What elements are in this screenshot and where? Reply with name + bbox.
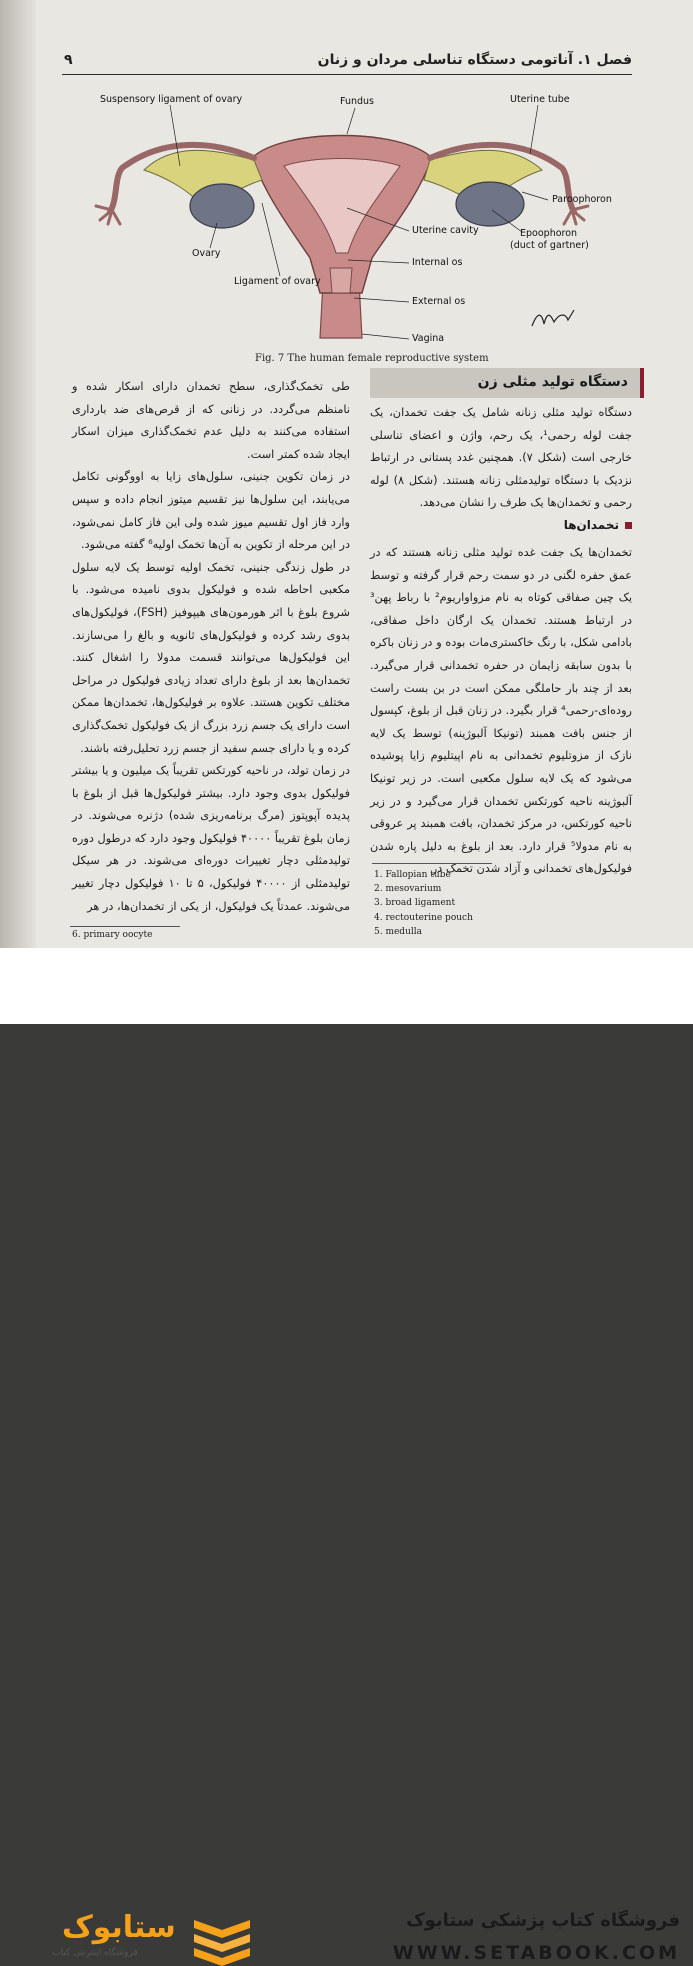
footnote-rule-right xyxy=(372,863,492,864)
footnote-3: 3. broad ligament xyxy=(374,898,456,909)
label-ovary: Ovary xyxy=(192,248,221,259)
figure-caption: Fig. 7 The human female reproductive system xyxy=(255,353,489,364)
intro-paragraph: دستگاه تولید مثلی زنانه شامل یک جفت تخمدان، یک جفت لوله رحمی¹، یک رحم، واژن و اعضای تناسلی خارجی است (شکل ۷). همچنین غدد پستانی در ارتباط نزدیک با دستگاه تولیدمثلی زنانه هستند. (شکل ۸) لوله رحمی و تخمدان‌ها یک طرف را نشان می‌دهد. xyxy=(370,406,632,510)
signature-mark xyxy=(532,310,574,326)
store-banner xyxy=(0,948,693,1964)
logo-subtitle: فروشگاه اینترنتی کتاب xyxy=(52,1948,138,1958)
label-ligament-of-ovary: Ligament of ovary xyxy=(234,276,321,287)
label-uterine-cavity: Uterine cavity xyxy=(412,225,479,236)
footnote-4: 4. rectouterine pouch xyxy=(374,912,473,923)
left-paragraph-4: در زمان تولد، در ناحیه کورتکس تقریباً یک میلیون و یا بیشتر فولیکول بدوی وجود دارد. بیشتر فولیکول‌ها قبل از بلوغ با پدیده آپوپتوز (مرگ برنامه‌ریزی شده) دژنره می‌شوند. در زمان بلوغ تقریباً ۴۰۰۰۰ فولیکول وجود دارد که درطول دوره تولیدمثلی دچار تغییرات دوره‌ای می‌شوند. در هر سیکل تولیدمثلی از ۴۰۰۰۰ فولیکول، ۵ تا ۱۰ فولیکول دچار تغییر می‌شوند. عمدتاً یک فولیکول، از یکی از تخمدان‌ها، در هر xyxy=(72,764,351,913)
label-paroophoron: Paroophoron xyxy=(552,194,612,205)
right-column xyxy=(370,402,632,515)
footnote-5: 5. medulla xyxy=(374,926,422,937)
section-heading xyxy=(370,368,644,398)
book-stack-icon xyxy=(190,1912,254,1966)
page-gutter-shadow xyxy=(0,0,36,948)
left-paragraph-3: در طول زندگی جنینی، تخمک اولیه توسط یک لایه سلول مکعبی احاطه شده و فولیکول بدوی نامیده می‌شود. با شروع بلوغ با اثر هورمون‌های هیپوفیز (FSH)، فولیکول‌های بدوی رشد کرده و فولیکول‌های ثانویه و بالغ را می‌سازند. این فولیکول‌ها می‌توانند قسمت مدولا را اشغال کنند. تخمدان‌ها بعد از بلوغ دارای تعداد زیادی فولیکول در مراحل مختلف تکوین هستند. علاوه بر فولیکول‌ها، تخمدان‌ها ممکن است دارای یک جسم زرد بزرگ از یک فولیکول تخمک‌گذاری کرده و یا دارای جسم سفید از جسم زرد تحلیل‌رفته باشند. xyxy=(72,560,350,755)
book-page xyxy=(0,0,693,948)
logo-word: ستابوک xyxy=(62,1910,176,1945)
footnote-2: 2. mesovarium xyxy=(374,884,442,895)
label-internal-os: Internal os xyxy=(412,257,463,268)
section-title: دستگاه تولید مثلی زن xyxy=(477,374,628,390)
label-vagina: Vagina xyxy=(412,333,445,344)
label-epoophoron-sub: (duct of gartner) xyxy=(510,240,589,251)
ovaries-body xyxy=(370,542,632,881)
footnote-rule-left xyxy=(70,926,180,927)
subsection-heading xyxy=(370,518,632,532)
label-uterine-tube: Uterine tube xyxy=(510,94,570,105)
ovaries-paragraph: تخمدان‌ها یک جفت غده تولید مثلی زنانه هستند که در عمق حفره لگنی در دو سمت رحم قرار گرفته و توسط یک چین صفاقی کوتاه به نام مزواواریوم² با رباط پهن³ در ارتباط هستند. تخمدان یک ارگان داخل صفاقی، بادامی شکل، با رنگ خاکستری‌مات بوده و در زنان باکره با بدون سابقه زایمان در حفره تخمدانی قرار می‌گیرد. بعد از چند بار حاملگی ممکن است در بن بست راست روده‌ای-رحمی⁴ قرار بگیرد. در زنان قبل از بلوغ، کپسول از جنس بافت همبند (تونیکا آلبوژینه) توسط یک لایه نازک از مزوتلیوم تخمدانی به نام اپیتلیوم زایا پوشیده می‌شود که یک لایه سلول مکعبی است. در زیر تونیکا آلبوژینه ناحیه کورتکس تخمدان قرار می‌گیرد و در زیر ناحیه کورتکس، در مرکز تخمدان، بافت همبند پر عروقی به نام مدولا⁵ قرار دارد. بعد از بلوغ به دلیل پاره شدن فولیکول‌های تخمدانی و آزاد شدن تخمک در xyxy=(370,546,632,876)
left-column xyxy=(72,376,350,918)
label-epoophoron: Epoophoron xyxy=(520,228,578,239)
label-external-os: External os xyxy=(412,296,466,307)
footnote-1: 1. Fallopian tube xyxy=(374,870,451,880)
footnotes-right xyxy=(374,868,473,939)
chapter-title: فصل ۱. آناتومی دستگاه تناسلی مردان و زنان xyxy=(317,52,632,68)
store-url[interactable]: WWW.SETABOOK.COM xyxy=(392,1942,680,1964)
left-paragraph-1: طی تخمک‌گذاری، سطح تخمدان دارای اسکار شده و نامنظم می‌گردد. در زنانی که از قرص‌های ضد بارداری استفاده می‌کنند به دلیل عدم تخمک‌گذاری میزان اسکار ایجاد شده کمتر است. xyxy=(72,380,350,461)
label-fundus: Fundus xyxy=(340,96,374,107)
page-header xyxy=(62,48,632,75)
footnote-6: 6. primary oocyte xyxy=(72,930,153,940)
store-logo[interactable] xyxy=(34,1908,176,1964)
left-paragraph-2: در زمان تکوین جنینی، سلول‌های زایا به اووگونی تکامل می‌یابند، این سلول‌ها نیز تقسیم میتوز انجام داده و سپس وارد فاز اول تقسیم میوز شده ولی این فاز کامل نمی‌شود، در این مرحله از تکوین به آن‌ها تخمک اولیه⁶ گفته می‌شود. xyxy=(72,470,350,552)
uterus-illustration xyxy=(62,88,632,350)
anatomy-figure xyxy=(62,88,632,350)
page-number: ۹ xyxy=(64,52,73,68)
square-bullet-icon xyxy=(625,522,632,529)
subsection-title: تخمدان‌ها xyxy=(563,518,619,532)
store-name: فروشگاه کتاب پزشکی ستابوک xyxy=(406,1910,680,1931)
label-suspensory-ligament: Suspensory ligament of ovary xyxy=(100,94,243,105)
